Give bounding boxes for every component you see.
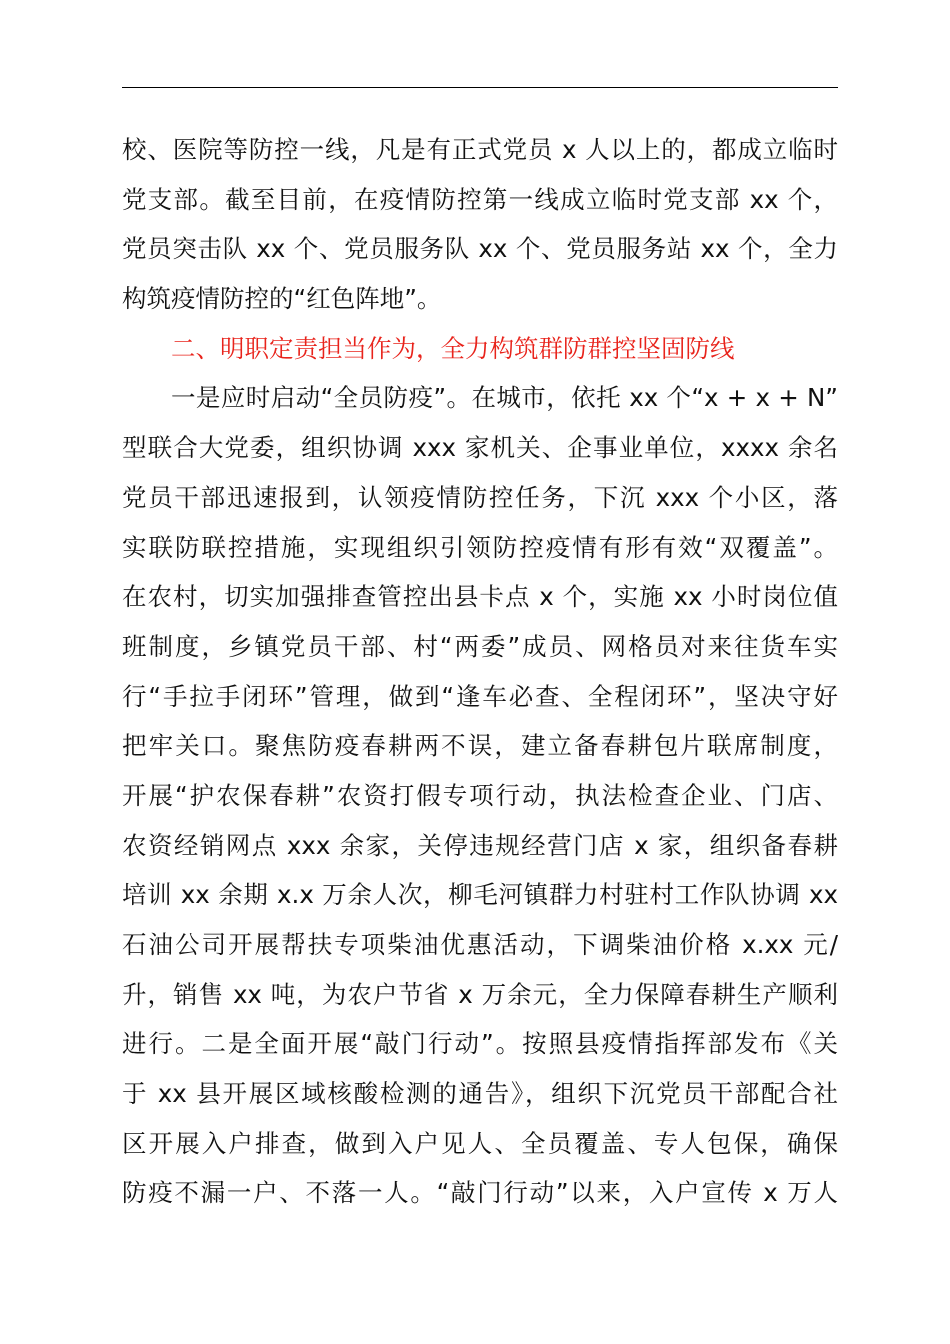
text-line: 党支部。截至目前，在疫情防控第一线成立临时党支部 xx 个， [122,184,838,214]
text-line: 防疫不漏一户、不落一人。“敲门行动”以来，入户宣传 x 万人 [122,1178,838,1208]
text-line: 党员干部迅速报到，认领疫情防控任务，下沉 xxx 个小区，落 [122,482,838,512]
text-line: 构筑疫情防控的“红色阵地”。 [122,284,442,314]
text-line: 在农村，切实加强排查管控出县卡点 x 个，实施 xx 小时岗位值 [122,582,838,612]
header-rule [122,87,838,88]
section-heading: 二、明职定责担当作为，全力构筑群防群控坚固防线 [171,333,735,363]
text-line: 校、医院等防控一线，凡是有正式党员 x 人以上的，都成立临时 [122,135,838,164]
document-body [122,125,838,1218]
text-line: 把牢关口。聚焦防疫春耕两不误，建立备春耕包片联席制度， [122,731,838,761]
text-line: 实联防联控措施，实现组织引领防控疫情有形有效“双覆盖”。 [122,532,838,562]
text-line: 农资经销网点 xxx 余家，关停违规经营门店 x 家，组织备春耕 [122,830,838,860]
text-line: 升，销售 xx 吨，为农户节省 x 万余元，全力保障春耕生产顺利 [122,979,838,1009]
text-line: 型联合大党委，组织协调 xxx 家机关、企事业单位，xxxx 余名 [122,433,838,463]
text-line: 区开展入户排查，做到入户见人、全员覆盖、专人包保，确保 [122,1128,838,1158]
text-line: 党员突击队 xx 个、党员服务队 xx 个、党员服务站 xx 个，全力 [122,234,838,264]
text-line: 进行。二是全面开展“敲门行动”。按照县疫情指挥部发布《关 [122,1029,838,1059]
text-line: 开展“护农保春耕”农资打假专项行动，执法检查企业、门店、 [122,780,838,810]
text-line: 培训 xx 余期 x.x 万余人次，柳毛河镇群力村驻村工作队协调 xx [122,880,838,910]
text-line: 于 xx 县开展区域核酸检测的通告》，组织下沉党员干部配合社 [122,1079,838,1109]
text-line: 班制度，乡镇党员干部、村“两委”成员、网格员对来往货车实 [122,631,838,661]
text-line: 一是应时启动“全员防疫”。在城市，依托 xx 个“x + x + N” [171,383,838,413]
text-line: 行“手拉手闭环”管理，做到“逢车必查、全程闭环”，坚决守好 [122,681,838,711]
text-line: 石油公司开展帮扶专项柴油优惠活动，下调柴油价格 x.xx 元/ [122,930,838,959]
